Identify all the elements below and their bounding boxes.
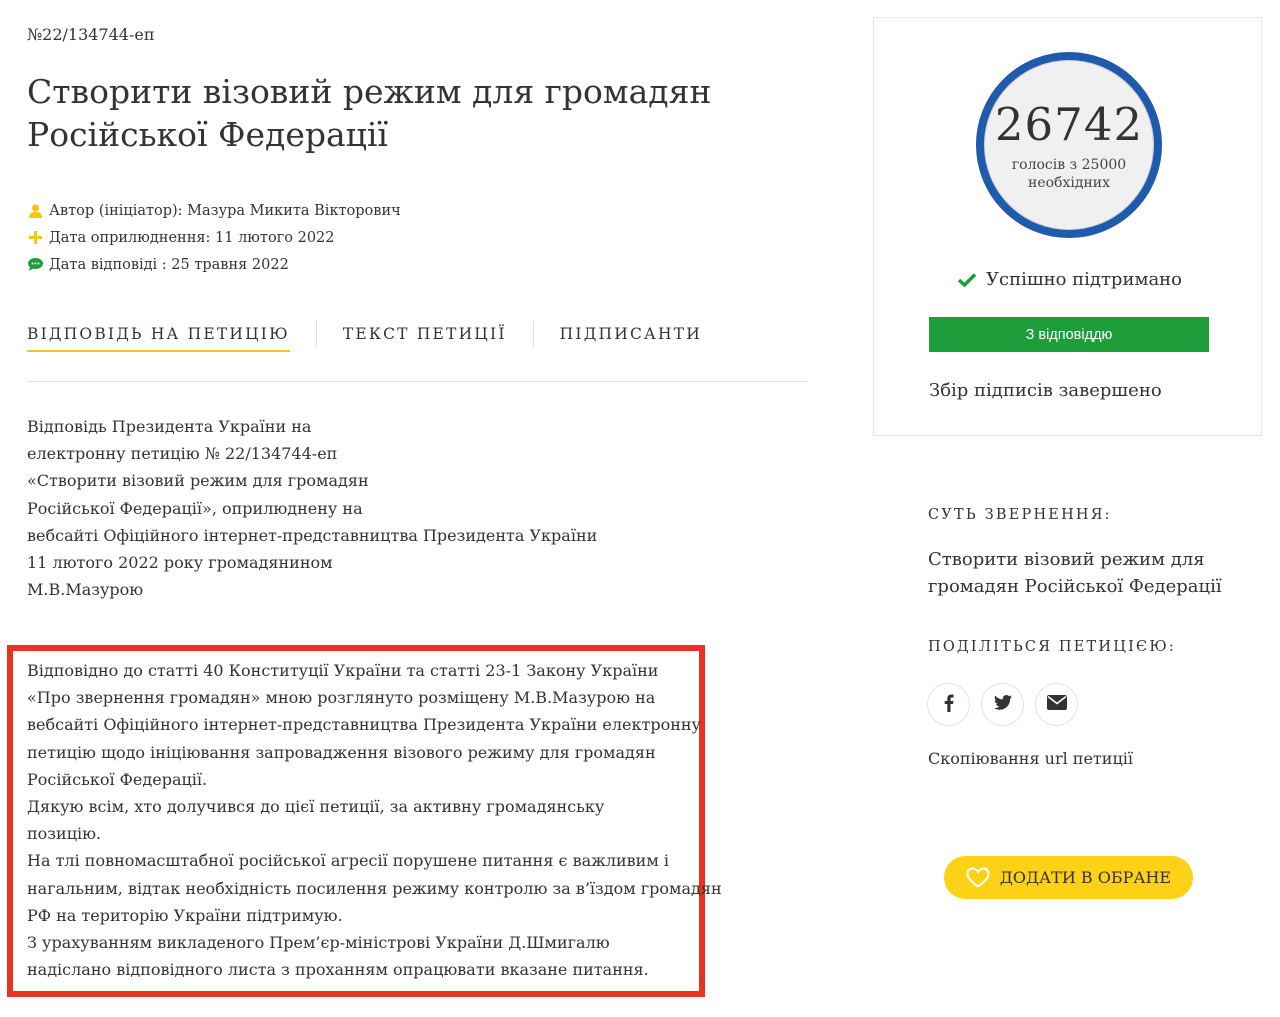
vote-description: голосів з 25000 необхідних [1011, 157, 1127, 191]
email-icon [1047, 695, 1067, 714]
vote-card [873, 17, 1262, 436]
answer-intro-line: М.В.Мазурою [27, 580, 144, 600]
answer-body [27, 657, 722, 983]
answer-body-line: Російської Федерації. [27, 769, 208, 789]
page-title: Створити візовий режим для громадян Російської Федерації [27, 72, 712, 154]
answer-body-line: надіслано відповідного листа з проханням опрацювати вказане питання. [27, 960, 649, 980]
twitter-share-button[interactable] [981, 683, 1024, 726]
answer-intro-line: Відповідь Президента України на [27, 417, 312, 436]
answer-body-line: нагальним, відтак необхідність посилення режиму контролю за в’їздом громадян [27, 878, 722, 898]
email-share-button[interactable] [1035, 683, 1078, 726]
meta-answered [27, 251, 401, 278]
tab-signers[interactable]: ПІДПИСАНТИ [559, 325, 702, 343]
status-text: Успішно підтримано [986, 269, 1183, 290]
tab-answer[interactable]: ВІДПОВІДЬ НА ПЕТИЦІЮ [27, 325, 290, 352]
answer-intro-line: 11 лютого 2022 року громадянином [27, 553, 333, 573]
answer-body-line: вебсайті Офіційного інтернет-представництва Президента України електронну [27, 715, 701, 735]
meta-author [27, 197, 401, 224]
plus-icon [27, 230, 43, 246]
status-badge: З відповіддю [929, 317, 1209, 352]
heart-icon [966, 867, 990, 888]
checkmark-icon [958, 273, 976, 287]
add-to-favorites-button[interactable] [944, 856, 1193, 899]
essence-heading: СУТЬ ЗВЕРНЕННЯ: [928, 507, 1112, 523]
copy-url-link[interactable]: Скопіювання url петиції [928, 749, 1133, 768]
petition-meta [27, 197, 401, 278]
answer-body-line: «Про звернення громадян» мною розглянуто розміщену М.В.Мазурою на [27, 688, 656, 708]
answer-body-line: РФ на територію України підтримую. [27, 905, 343, 925]
answer-intro-line: електронну петицію № 22/134744-еп [27, 444, 338, 464]
vote-count: 26742 [994, 98, 1144, 151]
facebook-icon [944, 694, 954, 716]
twitter-icon [994, 695, 1012, 714]
speech-bubble-icon [27, 257, 43, 273]
meta-author-text: Автор (ініціатор): Мазура Микита Вікторович [49, 202, 401, 219]
user-icon [27, 203, 43, 219]
collection-status: Збір підписів завершено [929, 380, 1162, 401]
answer-body-line: З урахуванням викладеного Прем’єр-міністрові України Д.Шмигалю [27, 933, 610, 953]
meta-answered-text: Дата відповіді : 25 травня 2022 [49, 256, 289, 273]
petition-tabs [27, 325, 808, 382]
share-heading: ПОДІЛІТЬСЯ ПЕТИЦІЄЮ: [928, 639, 1176, 655]
answer-intro-line: вебсайті Офіційного інтернет-представництва Президента України [27, 525, 598, 545]
tab-divider [316, 321, 317, 347]
answer-body-line: На тлі повномасштабної російської агресії порушене питання є важливим і [27, 851, 669, 871]
answer-body-line: позицію. [27, 824, 102, 844]
essence-text: Створити візовий режим для громадян Російської Федерації [928, 549, 1222, 597]
status-line [958, 269, 1182, 290]
answer-intro [27, 413, 597, 603]
meta-published [27, 224, 401, 251]
answer-body-line: петицію щодо ініціювання запровадження візового режиму для громадян [27, 742, 656, 762]
tab-divider [533, 321, 534, 347]
meta-published-text: Дата оприлюднення: 11 лютого 2022 [49, 229, 335, 246]
petition-number: №22/134744-еп [27, 25, 155, 44]
add-to-favorites-label: ДОДАТИ В ОБРАНЕ [999, 868, 1172, 887]
answer-body-line: Дякую всім, хто долучився до цієї петиції, за активну громадянську [27, 797, 605, 817]
share-buttons [927, 683, 1089, 726]
vote-counter-circle [976, 52, 1162, 238]
answer-intro-line: Російської Федерації», оприлюднену на [27, 498, 363, 518]
answer-body-line: Відповідно до статті 40 Конституції України та статті 23-1 Закону України [27, 661, 659, 680]
tab-petition-text[interactable]: ТЕКСТ ПЕТИЦІЇ [342, 325, 507, 343]
answer-intro-line: «Створити візовий режим для громадян [27, 471, 369, 491]
facebook-share-button[interactable] [927, 683, 970, 726]
